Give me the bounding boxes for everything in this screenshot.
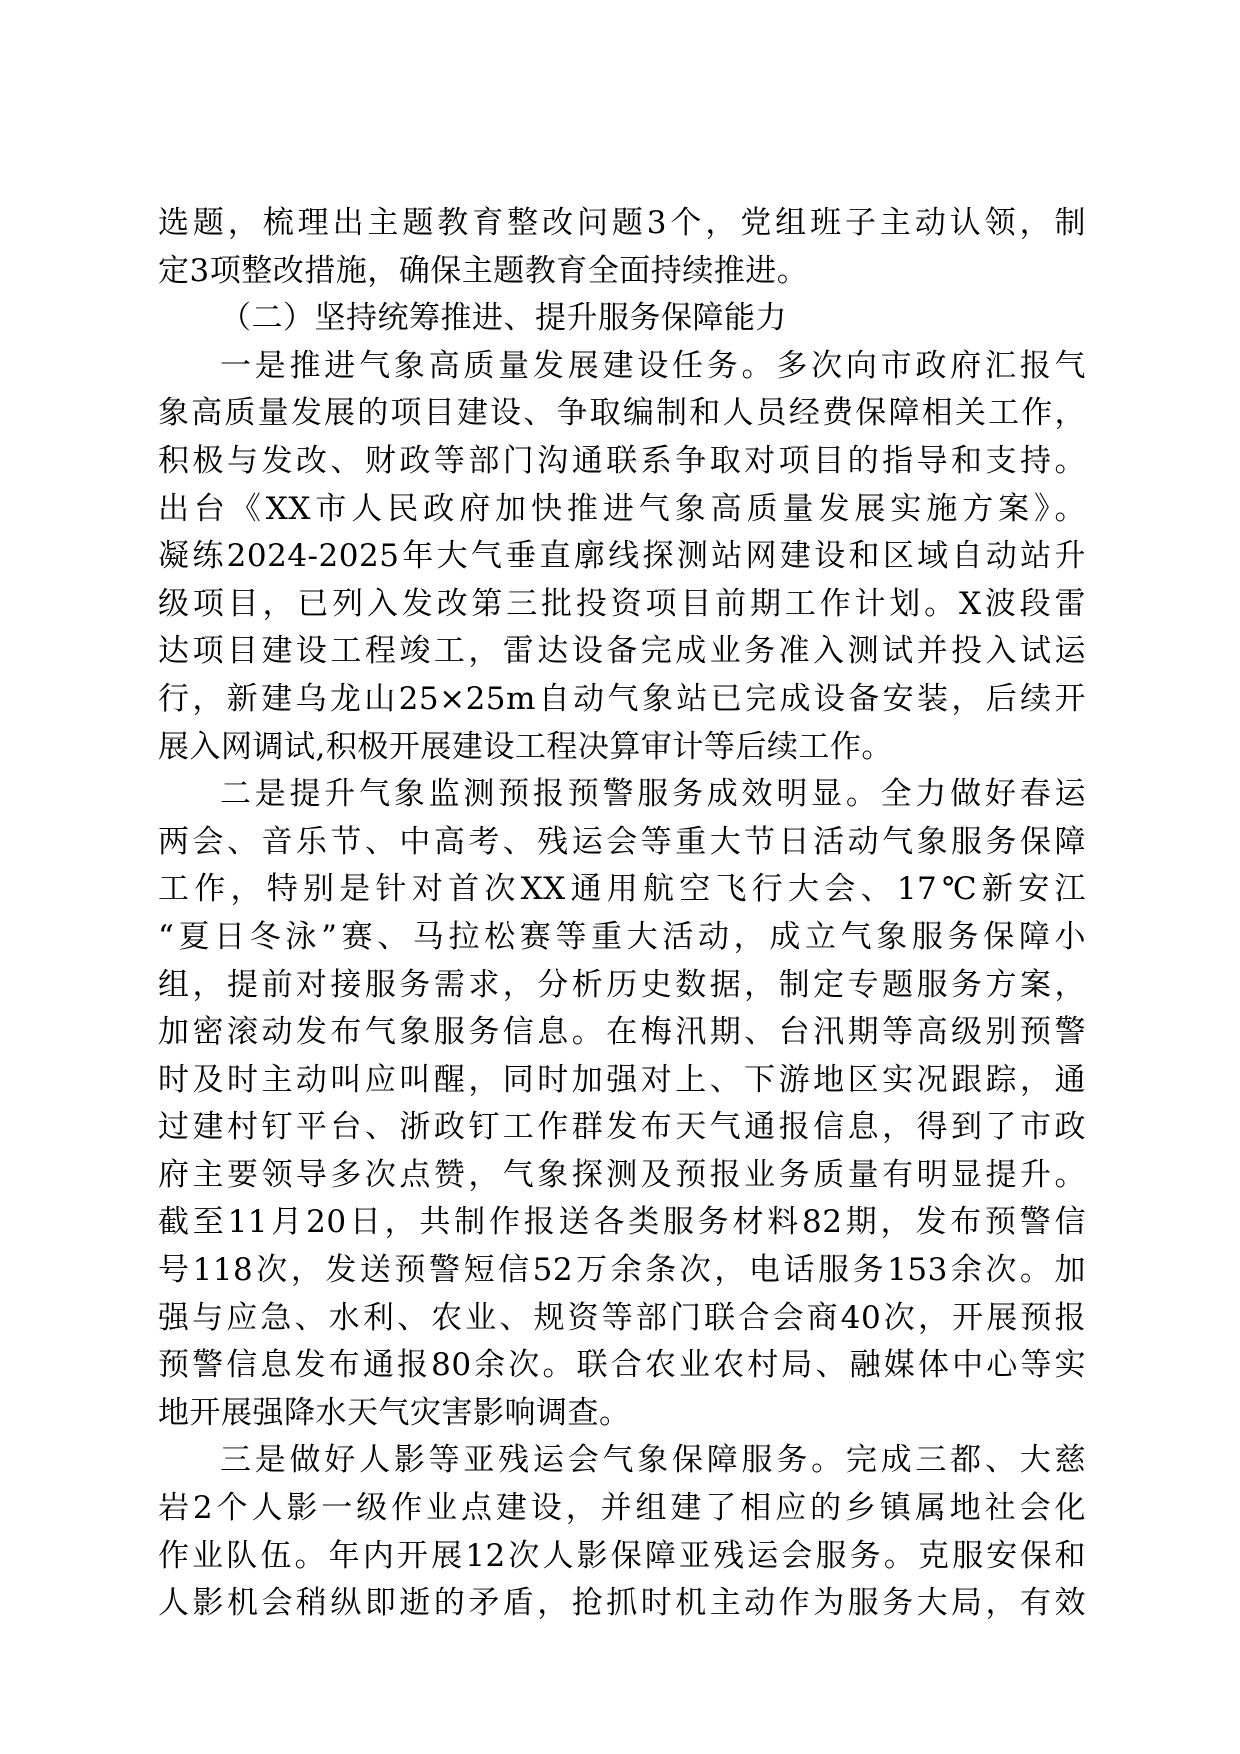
text-line: 二是提升气象监测预报预警服务成效明显。全力做好春运 [220,776,1086,813]
text-line: 过建村钉平台、浙政钉工作群发布天气通报信息，得到了市政 [158,1109,1086,1146]
text-line: 组，提前对接服务需求，分析历史数据，制定专题服务方案， [158,966,1086,1003]
text-line: 工作，特别是针对首次XX通用航空飞行大会、17℃新安江 [158,871,1086,908]
text-line: 府主要领导多次点赞，气象探测及预报业务质量有明显提升。 [158,1156,1086,1193]
text-line: “夏日冬泳”赛、马拉松赛等重大活动，成立气象服务保障小 [158,918,1086,955]
text-line: 出台《XX市人民政府加快推进气象高质量发展实施方案》。 [158,490,1086,527]
text-line: 预警信息发布通报80余次。联合农业农村局、融媒体中心等实 [158,1347,1086,1384]
text-line: 作业队伍。年内开展12次人影保障亚残运会服务。克服安保和 [158,1537,1086,1574]
text-line: 号118次，发送预警短信52万余条次，电话服务153余次。加 [158,1252,1086,1289]
text-line: 选题，梳理出主题教育整改问题3个，党组班子主动认领，制 [158,205,1086,241]
document-page [158,200,1086,1628]
text-line: 行，新建乌龙山25×25m自动气象站已完成设备安装，后续开 [158,680,1086,717]
text-line: 凝练2024-2025年大气垂直廓线探测站网建设和区域自动站升 [158,538,1086,575]
text-line: 展入网调试,积极开展建设工程决算审计等后续工作。 [158,728,893,765]
text-line: 一是推进气象高质量发展建设任务。多次向市政府汇报气 [220,347,1086,384]
text-line: 强与应急、水利、农业、规资等部门联合会商40次，开展预报 [158,1299,1086,1336]
section-heading [158,295,1086,343]
paragraph-3 [158,1437,1086,1627]
text-line: 积极与发改、财政等部门沟通联系争取对项目的指导和支持。 [158,442,1086,479]
text-line: 级项目，已列入发改第三批投资项目前期工作计划。X波段雷 [158,585,1086,622]
text-line: 加密滚动发布气象服务信息。在梅汛期、台汛期等高级别预警 [158,1014,1086,1051]
text-line: 象高质量发展的项目建设、争取编制和人员经费保障相关工作， [158,395,1086,432]
paragraph-1 [158,343,1086,771]
heading-text: （二）坚持统筹推进、提升服务保障能力 [220,300,787,337]
text-line: 两会、音乐节、中高考、残运会等重大节日活动气象服务保障 [158,823,1086,860]
text-line: 地开展强降水天气灾害影响调查。 [158,1394,631,1431]
text-line: 截至11月20日，共制作报送各类服务材料82期，发布预警信 [158,1204,1086,1241]
text-line: 岩2个人影一级作业点建设，并组建了相应的乡镇属地社会化 [158,1490,1086,1527]
text-line: 定3项整改措施，确保主题教育全面持续推进。 [158,252,809,289]
paragraph-continuation [158,200,1086,295]
text-line: 达项目建设工程竣工，雷达设备完成业务准入测试并投入试运 [158,633,1086,670]
text-line: 时及时主动叫应叫醒，同时加强对上、下游地区实况跟踪，通 [158,1061,1086,1098]
paragraph-2 [158,771,1086,1437]
text-line: 人影机会稍纵即逝的矛盾，抢抓时机主动作为服务大局，有效 [158,1585,1086,1622]
text-line: 三是做好人影等亚残运会气象保障服务。完成三都、大慈 [220,1442,1086,1479]
